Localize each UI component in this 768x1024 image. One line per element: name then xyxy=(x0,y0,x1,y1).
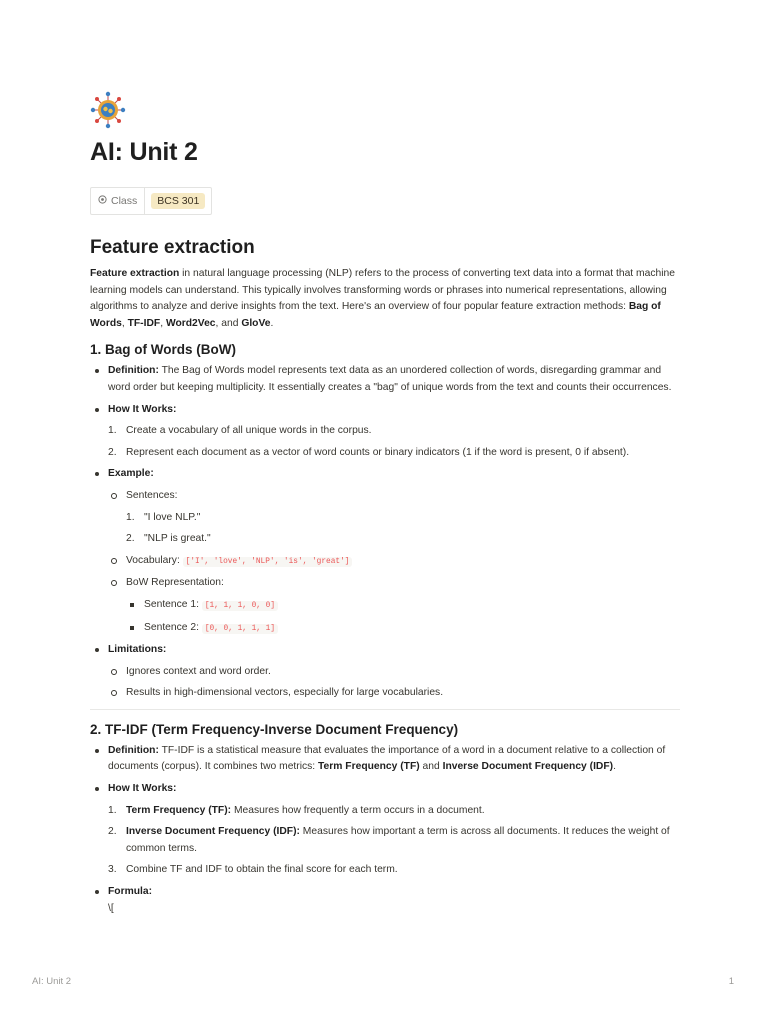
method-bow: Bag of Words xyxy=(90,301,661,329)
idf-term: Inverse Document Frequency (IDF) xyxy=(442,761,614,773)
formula-text: \[ xyxy=(108,902,114,914)
property-key xyxy=(91,188,145,214)
class-tag: BCS 301 xyxy=(151,193,205,209)
intro-sep: , and xyxy=(215,317,242,329)
definition-text: TF-IDF is a statistical measure that evaluates the importance of a word in a document relative to a collection of documents (corpus). It combines two metrics: xyxy=(108,744,666,773)
formula-label: Formula: xyxy=(108,886,153,898)
list-item xyxy=(126,597,680,615)
tfidf-formula xyxy=(90,884,680,917)
document-page xyxy=(90,90,680,922)
intro-sep: , xyxy=(160,317,166,329)
vocab-label: Vocabulary: xyxy=(126,554,183,566)
definition-label: Definition: xyxy=(108,365,159,377)
intro-text: in natural language processing (NLP) refers to the process of converting text data into a format that machine learning models can understand. This typically involves transforming words or phrases into numerical representations, allowing algorithms to analyze and derive insights from the text. Here's an overview of four popular feature extraction methods: xyxy=(90,268,675,313)
rep-sentence-label: Sentence 2: xyxy=(144,621,202,633)
list-item xyxy=(108,445,680,462)
sentences-label: Sentences: xyxy=(126,489,178,501)
sentence-end: . xyxy=(613,761,616,773)
class-property[interactable] xyxy=(90,187,212,215)
list-item xyxy=(108,423,680,440)
item-text: Represent each document as a vector of word counts or binary indicators (1 if the word is present, 0 if absent). xyxy=(126,446,630,458)
rep-label: BoW Representation: xyxy=(126,577,224,589)
item-text: Create a vocabulary of all unique words in the corpus. xyxy=(126,425,372,437)
footer-title: AI: Unit 2 xyxy=(32,976,72,987)
item-number: 2. xyxy=(126,533,135,545)
list-item xyxy=(108,824,680,857)
rep-sentence-label: Sentence 1: xyxy=(144,598,202,610)
tfidf-steps xyxy=(108,803,680,879)
step-term: Term Frequency (TF): xyxy=(126,804,232,816)
item-text: Measures how frequently a term occurs in a document. xyxy=(231,804,485,816)
item-number: 1. xyxy=(108,425,117,437)
bow-example xyxy=(90,466,680,637)
bow-how-it-works xyxy=(90,402,680,462)
page-number: 1 xyxy=(728,976,734,987)
page-title: AI: Unit 2 xyxy=(90,138,198,166)
sentences-list xyxy=(126,510,680,548)
list-item xyxy=(126,620,680,638)
bow-limitations xyxy=(90,642,680,702)
rep-code: [0, 0, 1, 1, 1] xyxy=(202,624,278,634)
vocabulary-item xyxy=(108,553,680,571)
tfidf-heading: 2. TF-IDF (Term Frequency-Inverse Document Frequency) xyxy=(90,721,459,737)
item-text: Combine TF and IDF to obtain the final score for each term. xyxy=(126,864,398,876)
tf-term: Term Frequency (TF) xyxy=(318,761,420,773)
how-label: How It Works: xyxy=(108,783,177,795)
conjunction: and xyxy=(419,761,443,773)
list-item xyxy=(126,510,680,527)
item-number: 3. xyxy=(108,864,117,876)
item-text: "I love NLP." xyxy=(144,511,201,523)
list-item xyxy=(108,803,680,820)
property-value[interactable] xyxy=(145,195,211,207)
bow-definition xyxy=(90,363,680,396)
how-label: How It Works: xyxy=(108,403,177,415)
list-item: Ignores context and word order. xyxy=(108,664,680,681)
vocab-code: ['I', 'love', 'NLP', 'is', 'great'] xyxy=(183,557,353,567)
rep-code: [1, 1, 1, 0, 0] xyxy=(202,601,278,611)
definition-text: The Bag of Words model represents text data as an unordered collection of words, disregarding grammar and word order but keeping multiplicity. It essentially creates a "bag" of unique words from the text and counts their occurrences. xyxy=(108,365,672,393)
tfidf-list xyxy=(90,743,680,917)
item-number: 1. xyxy=(126,511,135,523)
example-list xyxy=(108,488,680,637)
list-item xyxy=(126,531,680,548)
bow-heading: 1. Bag of Words (BoW) xyxy=(90,342,236,358)
select-property-icon xyxy=(98,195,107,207)
tfidf-definition xyxy=(90,743,680,776)
item-number: 2. xyxy=(108,826,117,838)
sentences-item xyxy=(108,488,680,548)
list-item: Results in high-dimensional vectors, especially for large vocabularies. xyxy=(108,685,680,702)
representation-item xyxy=(108,575,680,637)
method-word2vec: Word2Vec xyxy=(165,317,216,329)
definition-label: Definition: xyxy=(108,744,159,756)
intro-paragraph xyxy=(90,266,680,332)
rep-list xyxy=(126,597,680,637)
how-steps xyxy=(108,423,680,461)
item-number: 1. xyxy=(108,804,117,816)
item-number: 2. xyxy=(108,446,117,458)
tfidf-how-it-works xyxy=(90,781,680,879)
section-heading: Feature extraction xyxy=(90,237,255,258)
divider xyxy=(90,709,680,710)
step-term: Inverse Document Frequency (IDF): xyxy=(126,826,300,838)
intro-lead: Feature extraction xyxy=(90,268,180,279)
item-text: Measures how important a term is across all documents. It reduces the weight of common terms. xyxy=(126,826,670,854)
bow-list xyxy=(90,363,680,702)
method-tfidf: TF-IDF xyxy=(127,317,161,329)
method-glove: GloVe xyxy=(241,317,271,329)
item-text: "NLP is great." xyxy=(144,533,211,545)
limitations-list xyxy=(108,664,680,702)
limitations-label: Limitations: xyxy=(108,644,167,656)
intro-sep: , xyxy=(121,317,128,329)
ai-brain-logo-icon xyxy=(90,90,126,130)
property-key-label: Class xyxy=(111,195,138,207)
example-label: Example: xyxy=(108,468,154,480)
intro-end: . xyxy=(270,317,274,329)
list-item xyxy=(108,862,680,879)
